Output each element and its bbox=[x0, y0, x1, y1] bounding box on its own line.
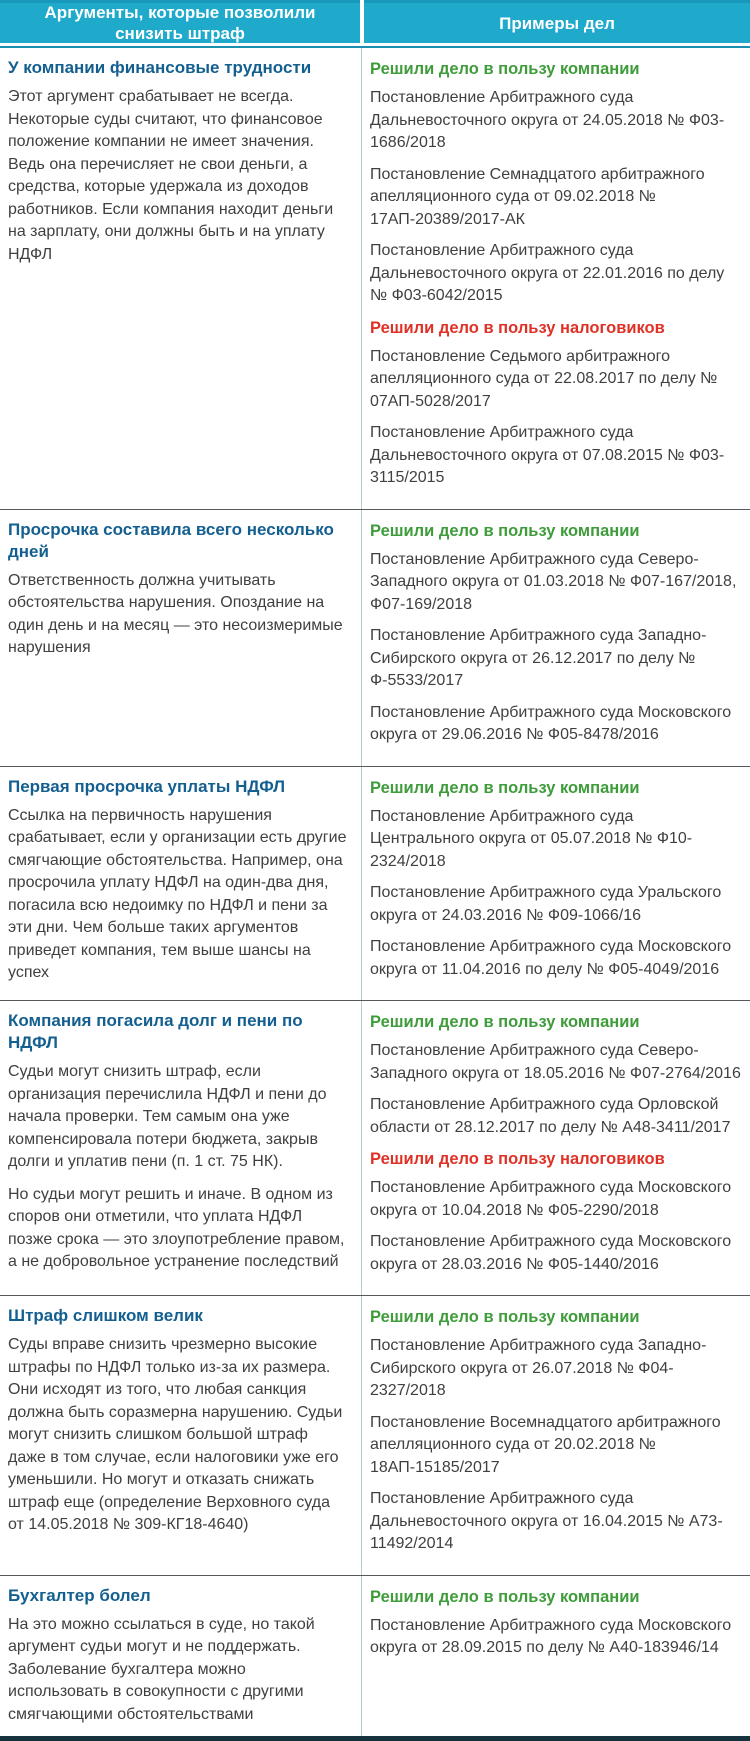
case-item: Постановление Арбитражного суда Северо-Западного округа от 01.03.2018 № Ф07-167/2018, Ф07-169/2018 bbox=[370, 550, 737, 613]
argument-cell bbox=[0, 767, 362, 1001]
table-row bbox=[0, 510, 750, 767]
table-header-row bbox=[0, 0, 750, 43]
examples-cell bbox=[362, 48, 750, 509]
column-header-examples bbox=[364, 0, 750, 43]
argument-title: Штраф слишком велик bbox=[8, 1306, 203, 1325]
examples-cell bbox=[362, 1001, 750, 1295]
case-item: Постановление Восемнадцатого арбитражного апелляционного суда от 20.02.2018 № 18АП-15185/2017 bbox=[370, 1413, 721, 1476]
case-item: Постановление Арбитражного суда Московского округа от 28.03.2016 № Ф05-1440/2016 bbox=[370, 1233, 732, 1273]
verdict-heading-taxman: Решили дело в пользу налоговиков bbox=[370, 318, 665, 337]
argument-title: Компания погасила долг и пени по НДФЛ bbox=[8, 1011, 303, 1052]
case-item: Постановление Арбитражного суда Дальневосточного округа от 24.05.2018 № Ф03-1686/2018 bbox=[370, 89, 725, 151]
table-row bbox=[0, 767, 750, 1002]
case-item: Постановление Арбитражного суда Московского округа от 10.04.2018 № Ф05-2290/2018 bbox=[370, 1179, 732, 1219]
verdict-heading-company: Решили дело в пользу компании bbox=[370, 778, 640, 797]
examples-cell bbox=[362, 767, 750, 1001]
verdict-heading-company: Решили дело в пользу компании bbox=[370, 1308, 640, 1326]
argument-paragraph: Но судьи могут решить и иначе. В одном из споров они отметили, что уплата НДФЛ позже срока — это злоупотребление правом, а не добровольное устранение последствий bbox=[8, 1185, 345, 1270]
case-item: Постановление Арбитражного суда Московского округа от 29.06.2016 № Ф05-8478/2016 bbox=[370, 703, 732, 743]
examples-cell bbox=[362, 510, 750, 766]
table-row bbox=[0, 48, 750, 510]
verdict-heading-company: Решили дело в пользу компании bbox=[370, 521, 640, 540]
argument-paragraph: Ответственность должна учитывать обстоятельства нарушения. Опоздание на один день и на месяц — это несоизмеримые нарушения bbox=[8, 571, 343, 656]
argument-title: Первая просрочка уплаты НДФЛ bbox=[8, 776, 286, 796]
table-row bbox=[0, 1296, 750, 1576]
case-item: Постановление Арбитражного суда Московского округа от 28.09.2015 по делу № А40-183946/14 bbox=[370, 1616, 732, 1656]
case-item: Постановление Арбитражного суда Орловской области от 28.12.2017 по делу № А48-3411/2017 bbox=[370, 1096, 731, 1136]
argument-cell bbox=[0, 1001, 362, 1295]
examples-cell bbox=[362, 1576, 750, 1737]
case-item: Постановление Арбитражного суда Дальневосточного округа от 16.04.2015 № А73-11492/2014 bbox=[370, 1490, 723, 1552]
case-item: Постановление Арбитражного суда Московского округа от 11.04.2016 по делу № Ф05-4049/2016 bbox=[370, 938, 732, 978]
argument-title: Просрочка составила всего несколько дней bbox=[8, 519, 334, 561]
table-row bbox=[0, 1576, 750, 1737]
argument-title: Бухгалтер болел bbox=[8, 1585, 151, 1605]
table-row bbox=[0, 1001, 750, 1296]
case-item: Постановление Арбитражного суда Западно-Сибирского округа от 26.07.2018 № Ф04-2327/2018 bbox=[370, 1337, 707, 1399]
argument-cell bbox=[0, 510, 362, 766]
case-item: Постановление Арбитражного суда Дальневосточного округа от 07.08.2015 № Ф03-3115/2015 bbox=[370, 424, 725, 486]
verdict-heading-company: Решили дело в пользу компании bbox=[370, 60, 640, 78]
case-item: Постановление Семнадцатого арбитражного апелляционного суда от 09.02.2018 № 17АП-20389/2017-АК bbox=[370, 165, 705, 228]
argument-paragraph: Ссылка на первичность нарушения срабатывает, если у организации есть другие смягчающие обстоятельства. Например, она просрочила уплату НДФЛ на один-два дня, погасила всю недоимку по НДФЛ и пени за эти дни. Чем больше таких аргументов приведет компания, тем выше шансы на успех bbox=[8, 806, 347, 981]
argument-title: У компании финансовые трудности bbox=[8, 58, 312, 77]
table-body bbox=[0, 46, 750, 1741]
column-header-arguments-label: Аргументы, которые позволили снизить штраф bbox=[44, 3, 316, 43]
case-item: Постановление Арбитражного суда Уральского округа от 24.03.2016 № Ф09-1066/16 bbox=[370, 884, 722, 924]
argument-paragraph: Этот аргумент срабатывает не всегда. Некоторые суды считают, что финансовое положение компании не имеет значения. Ведь она перечисляет не свои деньги, а средства, которые удержала из доходов работников. Если компания находит деньги на зарплату, они должны быть и на уплату НДФЛ bbox=[8, 88, 334, 263]
case-item: Постановление Седьмого арбитражного апелляционного суда от 22.08.2017 по делу № 07АП-5028/2017 bbox=[370, 347, 718, 410]
column-header-arguments bbox=[0, 0, 360, 43]
case-item: Постановление Арбитражного суда Западно-Сибирского округа от 26.12.2017 по делу № Ф-5533/2017 bbox=[370, 627, 707, 689]
argument-paragraph: На это можно ссылаться в суде, но такой аргумент судьи могут и не поддержать. Заболевание бухгалтера можно использовать в совокупности с другими смягчающими обстоятельствами bbox=[8, 1615, 315, 1723]
argument-paragraph: Суды вправе снизить чрезмерно высокие штрафы по НДФЛ только из-за их размера. Они исходят из того, что любая санкция должна быть соразмерна нарушению. Судьи могут снизить слишком большой штраф даже в том случае, если налоговики уже его уменьшили. Но могут и отказать снижать штраф еще (определение Верховного суда от 14.05.2018 № 309-КГ18-4640) bbox=[8, 1336, 343, 1533]
argument-cell bbox=[0, 1296, 362, 1575]
case-item: Постановление Арбитражного суда Северо-Западного округа от 18.05.2016 № Ф07-2764/2016 bbox=[370, 1042, 741, 1082]
verdict-heading-company: Решили дело в пользу компании bbox=[370, 1587, 640, 1606]
verdict-heading-taxman: Решили дело в пользу налоговиков bbox=[370, 1150, 665, 1168]
case-item: Постановление Арбитражного суда Центрального округа от 05.07.2018 № Ф10-2324/2018 bbox=[370, 807, 693, 870]
examples-cell bbox=[362, 1296, 750, 1575]
verdict-heading-company: Решили дело в пользу компании bbox=[370, 1013, 640, 1031]
case-item: Постановление Арбитражного суда Дальневосточного округа от 22.01.2016 по делу № Ф03-6042/2015 bbox=[370, 242, 725, 304]
argument-cell bbox=[0, 1576, 362, 1737]
column-header-examples-label: Примеры дел bbox=[499, 13, 615, 33]
argument-paragraph: Судьи могут снизить штраф, если организация перечислила НДФЛ и пени до начала проверки. Тем самым она уже компенсировала потери бюджета, закрыв долги и уплатив пени (п. 1 ст. 75 НК). bbox=[8, 1063, 327, 1170]
argument-cell bbox=[0, 48, 362, 509]
